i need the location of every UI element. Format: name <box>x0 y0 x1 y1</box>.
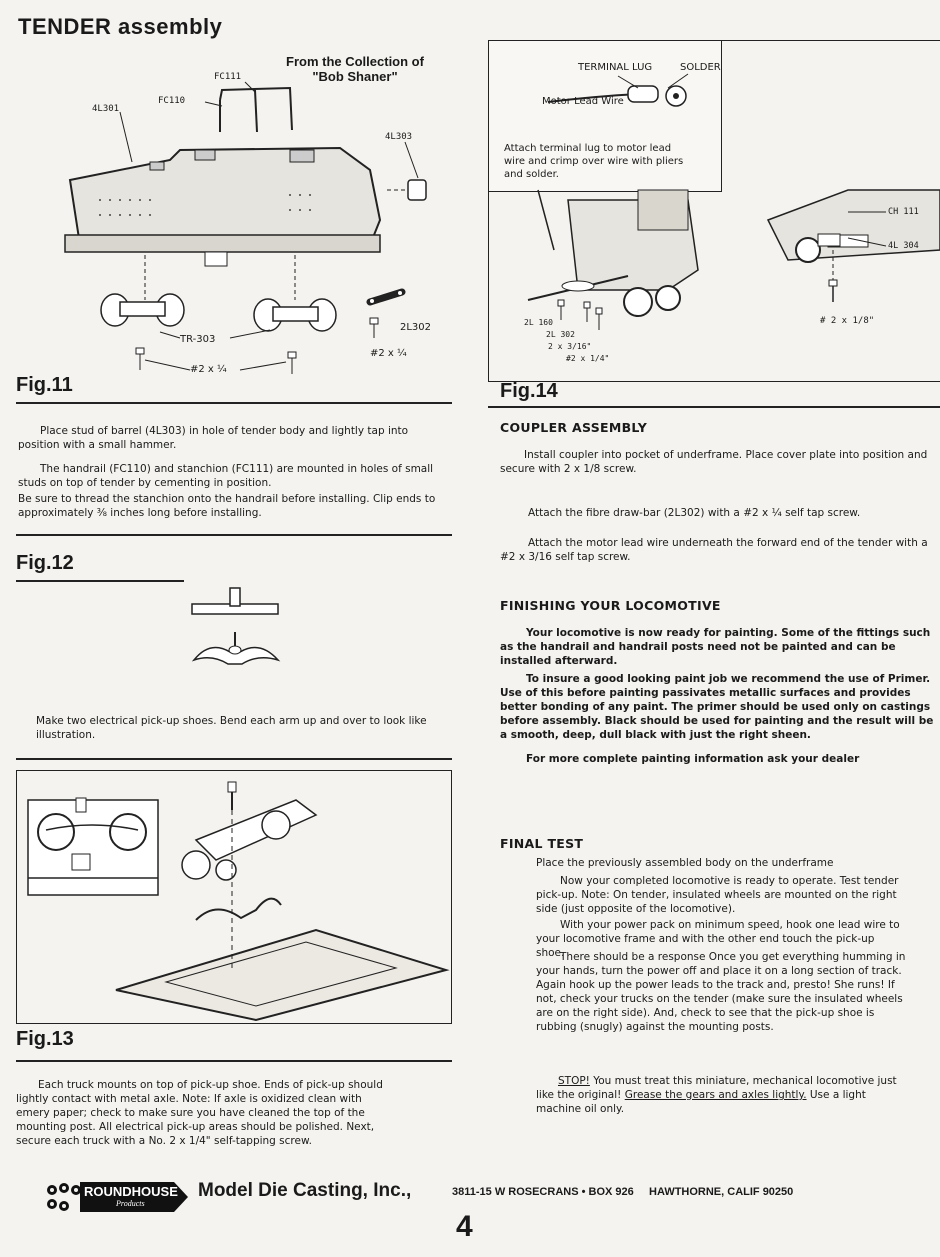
coupler-p3: Attach the motor lead wire underneath the forward end of the tender with a #2 x 3/16 self tap screw. <box>500 537 928 563</box>
final-test-p4: There should be a response Once you get everything humming in your hands, turn the power off and place it on a long section of track. Again hook up the power leads to the track and, presto! She runs! If not, check your trucks on the tender (make sure the insulated wheels are on the right side). And, check to see that the pick-up shoe is rubbing (snugly) against the mounting posts. <box>536 951 906 1033</box>
stop-word: STOP! <box>558 1075 590 1087</box>
fig11-text-3: Be sure to thread the stanchion onto the handrail before installing. Clip ends to approximately ⅜ inches long before installing. <box>18 493 436 519</box>
truck-mount-illustration <box>16 770 450 1022</box>
stop-note <box>536 1074 908 1116</box>
coupler-heading: COUPLER ASSEMBLY <box>500 420 648 435</box>
fig13-text: Each truck mounts on top of pick-up shoe. Ends of pick-up should lightly contact with metal axle. Note: If axle is oxidized clean with emery paper; check to make sure you have cleaned the top of the mounting post. All electrical pick-up areas should be polished. Next, secure each truck with a No. 2 x 1/4" self-tapping screw. <box>16 1079 383 1147</box>
callout-solder: SOLDER <box>680 62 721 73</box>
screw-2x1-4: #2 x 1/4" <box>566 354 610 363</box>
logo-subtext: Products <box>116 1199 145 1208</box>
finishing-p3: For more complete painting information ask your dealer <box>526 753 860 765</box>
part-tr303: TR-303 <box>180 334 216 345</box>
divider <box>16 1060 452 1062</box>
credit-line-1: From the Collection of <box>286 54 424 69</box>
part-ch111: CH 111 <box>888 207 919 217</box>
truck-right <box>254 299 336 331</box>
part-2l302: 2L302 <box>400 322 432 333</box>
part-2l302-b: 2L 302 <box>546 330 575 339</box>
final-test-p3: With your power pack on minimum speed, hook one lead wire to your locomotive frame and with the other end touch the pick-up shoe. <box>536 919 900 959</box>
stop-rest: You must treat this miniature, mechanical locomotive just like the original! <box>536 1075 897 1101</box>
company-address: 3811-15 W ROSECRANS • BOX 926 HAWTHORNE, CALIF 90250 <box>452 1186 794 1198</box>
screw-2x1-8: # 2 x 1/8" <box>820 316 875 326</box>
company-name: Model Die Casting, Inc., <box>198 1180 412 1201</box>
finishing-p2: To insure a good looking paint job we recommend the use of Primer. Use of this before painting passivates metallic surfaces and provides better bonding of any paint. The primer should be used only on castings before assembly. Black should be used for painting and the result will be a smooth, deep, dull black with just the right sheen. <box>500 673 934 741</box>
callout-terminal-lug: TERMINAL LUG <box>578 62 653 73</box>
final-test-heading: FINAL TEST <box>500 836 584 851</box>
divider <box>16 758 452 760</box>
fig11-text-2: The handrail (FC110) and stanchion (FC111) are mounted in holes of small studs on top of tender by cementing in position. <box>18 463 434 489</box>
divider <box>488 406 940 408</box>
page-title: TENDER assembly <box>18 14 223 39</box>
callout-text: Attach terminal lug to motor lead wire and crimp over wire with pliers and solder. <box>504 143 684 180</box>
part-fc111: FC111 <box>214 72 242 82</box>
screw-label-b: #2 x ¼ <box>370 348 407 359</box>
grease-instruction: Grease the gears and axles lightly. <box>624 1089 807 1101</box>
part-4l301: 4L301 <box>92 104 120 114</box>
fig-11-label: Fig.11 <box>16 374 73 396</box>
divider <box>16 580 184 582</box>
final-test-p1: Place the previously assembled body on the underframe <box>536 857 834 869</box>
part-4l303: 4L303 <box>385 132 413 142</box>
fig11-text-1: Place stud of barrel (4L303) in hole of tender body and lightly tap into position with a small hammer. <box>18 425 409 451</box>
fig-12-label: Fig.12 <box>16 552 74 574</box>
fig-14-label: Fig.14 <box>500 380 558 402</box>
part-4l304: 4L 304 <box>888 241 919 251</box>
final-test-p2: Now your completed locomotive is ready to operate. Test tender pick-up. Note: On tender, insulated wheels are mounted on the right side (just opposite of the locomotive). <box>536 875 899 915</box>
callout-motor-lead-wire: Motor Lead Wire <box>542 96 624 107</box>
pickup-shoe-illustration <box>180 580 290 690</box>
coupler-p1: Install coupler into pocket of underframe. Place cover plate into position and secure with 2 x 1/8 screw. <box>500 449 928 475</box>
underframe-illustration <box>488 190 940 380</box>
screw-label-a: #2 x ¼ <box>190 364 227 375</box>
credit-line-2: "Bob Shaner" <box>312 69 398 84</box>
fig-13-label: Fig.13 <box>16 1028 74 1050</box>
part-fc110: FC110 <box>158 96 186 106</box>
truck-left <box>101 294 184 326</box>
screw-2x3-16: 2 x 3/16" <box>548 342 592 351</box>
oil-instruction: Use a light machine oil only. <box>536 1089 866 1115</box>
divider <box>16 534 452 536</box>
page-number: 4 <box>456 1210 473 1243</box>
coupler-p2: Attach the fibre draw-bar (2L302) with a #2 x ¼ self tap screw. <box>528 507 861 519</box>
tender-illustration <box>40 70 460 390</box>
divider <box>16 402 452 404</box>
finishing-heading: FINISHING YOUR LOCOMOTIVE <box>500 598 721 613</box>
part-2l160: 2L 160 <box>524 318 553 327</box>
finishing-p1: Your locomotive is now ready for painting. Some of the fittings such as the handrail and handrail posts need not be painted and can be installed afterward. <box>500 627 931 667</box>
logo-text: ROUNDHOUSE <box>84 1184 178 1199</box>
fig12-text: Make two electrical pick-up shoes. Bend each arm up and over to look like illustration. <box>36 715 427 741</box>
